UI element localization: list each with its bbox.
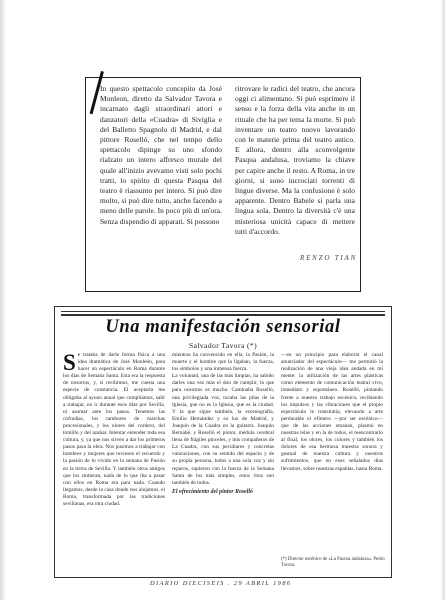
article-column-3 (281, 352, 383, 473)
scan-shadow-right (440, 0, 445, 600)
top-article-text-right: ritrovare le radici del teatro, che ancora oggi ci alimentano. Si può esprimere il senso e la forza della vita anche in un rituale che ha per tema la morte. Si può inventare un teatro nuovo lavorando con le materie prima del teatro antico. E allora, dentro alla sconvolgente Pasqua andalusa, troviamo la chiave per capire anche il resto. A Roma, in tre giorni, si sono incrociati torrenti di lingue diverse. Ma la confusione è solo apparente. Dentro Babele si parla una lingua sola. Dentro la diversità c'è una misteriosa unicità capace di mettere tutti d'accordo. (235, 84, 355, 236)
bottom-clipping (54, 306, 392, 578)
scan-shadow-left (0, 0, 6, 600)
column-2-intro: mientras ha convencido en ella, la Pasión, la muerte y el hombre que la ligaban, la fuerza, los símbolos y una inmensa fuerza. (172, 352, 274, 373)
column-1-text (63, 352, 165, 508)
article-headline: Una manifestación sensorial (105, 317, 341, 337)
column-2-subhead: El ofrecimiento del pintor Roselló (172, 488, 253, 495)
header-rule-thick (61, 314, 385, 316)
top-article-column-right (235, 84, 355, 237)
newspaper-source-line: DIARIO DIECISEIS . 29 ABRIL 1986 (150, 580, 292, 587)
author-footnote: (*) Director escénico de «La Pascua andaluza». Pedro Tavora. (281, 557, 385, 568)
top-article-text-left: In questo spettacolo concepito da José Monleon, diretto da Salvador Tavora e incarnato dagli straordinari attori e danzatori della «Cuadra» di Siviglia e del Balletto Spagnolo di Madrid, e dal pittore Roselló, che nel tempo dello spettacolo dipinge su uno sfondo rialzato un intero affresco murale del quale all'inizio avevamo visti solo pochi tratti, lo spirito di questa Pasqua del teatro è riassunto per intero. Si può dire molto, si può dire tutto, anche facendo a meno delle parole. In poco più di un'ora. Senza dispendio di apparati. Si possono (100, 84, 222, 226)
column-2-body: La voluntad, una de las más limpias, ha sabido darles una vez más el don de cumplir, lo que para nosotros es mucho. Caminaba Roselló, una privilegiada voz, tocaba las pilas de la Iglesia, que no es la Iglesia, que es la ciudad. Y la que sigue también, la escenografía, Emilio Hernández y su luz de Madrid, y Joaquín de la Cuadra en la guitarra. Joaquín Bernabé, y Roselló el pintor, médula cerebral llena de frágiles pinceles, y mis compañeros de La Cuadra, con sus peculiares y concretas valoraciones, con su sentido del espacio y de su propia persona, todos a una sola voz y sin reparos, supieron con la fuerza de la Semana Santa de los más simples, estos ritos son también de todos. (172, 373, 274, 486)
article-column-1 (63, 352, 165, 508)
article-column-2 (172, 352, 274, 496)
drop-cap: S (63, 350, 76, 375)
column-1-body: e trataba de darle forma física a una idea dramática de José Monleón, para hacer un espectáculo en Roma durante los días de Semana Santa. Esta era la respuesta de nosotros, y, si recibimos, me cuesta una especie de constancia. El aceptarla me obligaba al ayuno anual que cumplíamos, salir a trabajar, no ir durante esos días por Sevilla, ni asomar ante los pasos. Tenemos las cofradías, los tambores de marchas procesionales, y los olores del cordero, del tomillo y del azahar. Intentar entender toda esa cultura, y, ya que nos sirven a dar los primeros pasos para la obra. Nos pusimos a trabajar con hombres y mujeres que tuviesen el recuerdo y la pasión de lo vivido en la semana de Pasión en la tierra de Sevilla. Y también otros amigos que los sintieran, nada de lo que iba a pasar con ellos en Roma era para nada. Cuando llegamos, desde la casa donde nos alojamos, el Roma, transformada por las tradiciones sevillanas, era otra ciudad. (63, 352, 165, 507)
top-article-signature: RENZO TIAN (300, 254, 358, 262)
top-article-column-left (100, 84, 222, 227)
article-byline: Salvador Tavora (*) (188, 341, 258, 350)
column-3-body: —en un principio para elaborar el canal anunciador del espectáculo— me permitió la realización de una vieja idea andada en mí mente: la utilización de las artes plásticas como elemento de comunicación teatral vivo, inmediato y espontáneo. Roselló, pintando frente a nuestro trabajo escénico, recibiendo los impulsos y las vibraciones que el propio espectáculo le transmitía, elevando a arte perdurable el efímero —por ser escénico— que de las acciones emanan, plasmó en nuestras telas y en la de todos, el reencontrarlo al final, los olores, los colores y también los dolores de esa hermosa muestra sonora y gestual de nuestra cultura y nuestros sufrimientos, que en esos señalados días llevamos, sobre nuestras espaldas, hasta Roma. (281, 352, 383, 472)
header-rule-thin (61, 311, 385, 312)
